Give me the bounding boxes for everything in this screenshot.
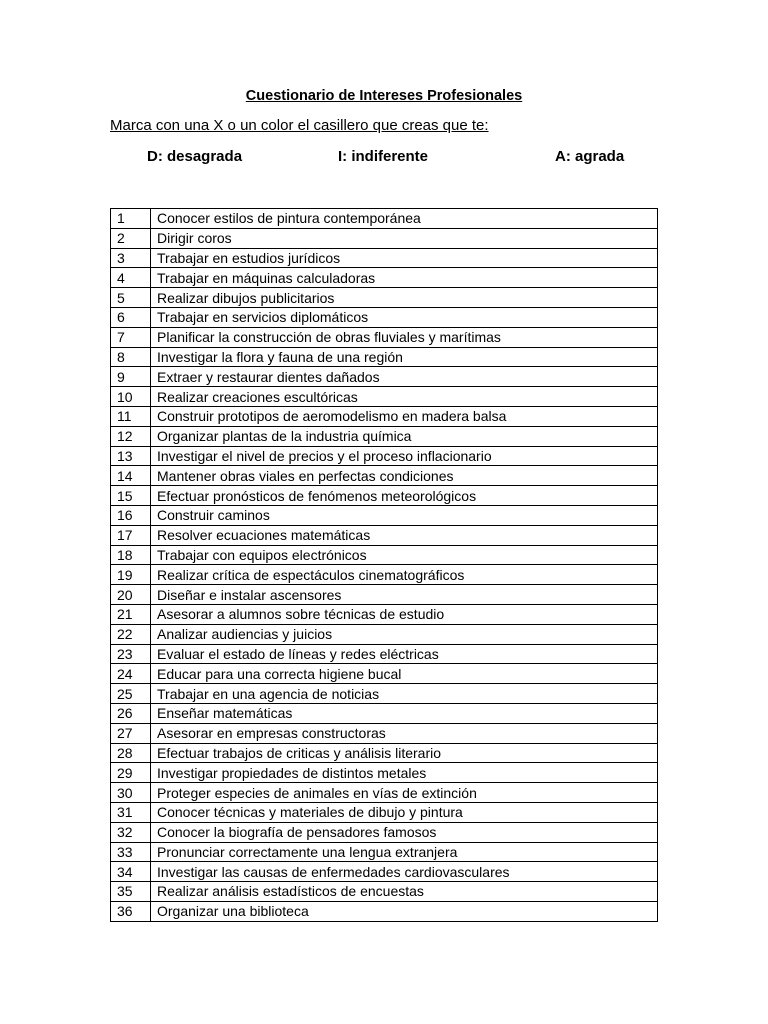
item-activity: Asesorar en empresas constructoras xyxy=(151,723,658,743)
table-row xyxy=(111,585,658,605)
item-activity: Conocer la biografía de pensadores famosos xyxy=(151,822,658,842)
item-number: 31 xyxy=(111,802,151,822)
table-row xyxy=(111,763,658,783)
item-activity: Efectuar pronósticos de fenómenos meteorológicos xyxy=(151,486,658,506)
item-number: 16 xyxy=(111,505,151,525)
legend-agrada: A: agrada xyxy=(555,148,625,165)
table-row xyxy=(111,525,658,545)
item-number: 17 xyxy=(111,525,151,545)
item-activity: Mantener obras viales en perfectas condiciones xyxy=(151,466,658,486)
item-number: 22 xyxy=(111,624,151,644)
item-activity: Evaluar el estado de líneas y redes eléctricas xyxy=(151,644,658,664)
table-row xyxy=(111,743,658,763)
item-number: 13 xyxy=(111,446,151,466)
item-activity: Investigar las causas de enfermedades cardiovasculares xyxy=(151,862,658,882)
item-number: 27 xyxy=(111,723,151,743)
item-number: 23 xyxy=(111,644,151,664)
table-row xyxy=(111,644,658,664)
table-row xyxy=(111,406,658,426)
item-number: 10 xyxy=(111,387,151,407)
item-activity: Investigar propiedades de distintos metales xyxy=(151,763,658,783)
item-activity: Trabajar en estudios jurídicos xyxy=(151,248,658,268)
table-row xyxy=(111,545,658,565)
item-activity: Proteger especies de animales en vías de extinción xyxy=(151,783,658,803)
item-activity: Extraer y restaurar dientes dañados xyxy=(151,367,658,387)
legend-indiferente: I: indiferente xyxy=(338,148,429,165)
item-number: 34 xyxy=(111,862,151,882)
table-row xyxy=(111,307,658,327)
table-row xyxy=(111,387,658,407)
item-number: 1 xyxy=(111,209,151,229)
table-row xyxy=(111,664,658,684)
item-number: 24 xyxy=(111,664,151,684)
item-activity: Realizar dibujos publicitarios xyxy=(151,288,658,308)
item-activity: Organizar plantas de la industria química xyxy=(151,426,658,446)
item-number: 12 xyxy=(111,426,151,446)
questionnaire-table-body xyxy=(111,209,658,922)
item-number: 6 xyxy=(111,307,151,327)
item-number: 20 xyxy=(111,585,151,605)
item-number: 2 xyxy=(111,228,151,248)
item-activity: Construir caminos xyxy=(151,505,658,525)
item-activity: Realizar crítica de espectáculos cinematográficos xyxy=(151,565,658,585)
table-row xyxy=(111,446,658,466)
table-row xyxy=(111,802,658,822)
item-activity: Realizar creaciones escultóricas xyxy=(151,387,658,407)
table-row xyxy=(111,624,658,644)
item-activity: Conocer estilos de pintura contemporánea xyxy=(151,209,658,229)
item-activity: Dirigir coros xyxy=(151,228,658,248)
table-row xyxy=(111,604,658,624)
item-activity: Realizar análisis estadísticos de encuestas xyxy=(151,882,658,902)
item-number: 29 xyxy=(111,763,151,783)
item-number: 14 xyxy=(111,466,151,486)
item-number: 25 xyxy=(111,684,151,704)
item-number: 35 xyxy=(111,882,151,902)
table-row xyxy=(111,723,658,743)
item-number: 19 xyxy=(111,565,151,585)
instruction-text: Marca con una X o un color el casillero que creas que te: xyxy=(110,117,489,134)
item-number: 15 xyxy=(111,486,151,506)
item-number: 30 xyxy=(111,783,151,803)
item-activity: Conocer técnicas y materiales de dibujo y pintura xyxy=(151,802,658,822)
item-activity: Resolver ecuaciones matemáticas xyxy=(151,525,658,545)
table-row xyxy=(111,822,658,842)
item-activity: Construir prototipos de aeromodelismo en madera balsa xyxy=(151,406,658,426)
item-number: 26 xyxy=(111,703,151,723)
table-row xyxy=(111,268,658,288)
table-row xyxy=(111,882,658,902)
item-number: 21 xyxy=(111,604,151,624)
item-number: 28 xyxy=(111,743,151,763)
item-number: 8 xyxy=(111,347,151,367)
table-row xyxy=(111,901,658,921)
item-activity: Trabajar en una agencia de noticias xyxy=(151,684,658,704)
item-number: 33 xyxy=(111,842,151,862)
table-row xyxy=(111,565,658,585)
item-activity: Diseñar e instalar ascensores xyxy=(151,585,658,605)
item-number: 36 xyxy=(111,901,151,921)
item-activity: Analizar audiencias y juicios xyxy=(151,624,658,644)
item-number: 11 xyxy=(111,406,151,426)
table-row xyxy=(111,327,658,347)
legend-desagrada: D: desagrada xyxy=(147,148,243,165)
item-number: 9 xyxy=(111,367,151,387)
table-row xyxy=(111,347,658,367)
table-row xyxy=(111,248,658,268)
table-row xyxy=(111,288,658,308)
item-number: 7 xyxy=(111,327,151,347)
table-row xyxy=(111,505,658,525)
questionnaire-table xyxy=(110,208,658,922)
table-row xyxy=(111,783,658,803)
table-row xyxy=(111,862,658,882)
item-activity: Investigar la flora y fauna de una región xyxy=(151,347,658,367)
item-activity: Organizar una biblioteca xyxy=(151,901,658,921)
item-activity: Trabajar en máquinas calculadoras xyxy=(151,268,658,288)
table-row xyxy=(111,426,658,446)
item-number: 4 xyxy=(111,268,151,288)
page-title: Cuestionario de Intereses Profesionales xyxy=(245,88,523,104)
item-activity: Investigar el nivel de precios y el proceso inflacionario xyxy=(151,446,658,466)
table-row xyxy=(111,486,658,506)
item-activity: Educar para una correcta higiene bucal xyxy=(151,664,658,684)
item-activity: Enseñar matemáticas xyxy=(151,703,658,723)
item-activity: Trabajar con equipos electrónicos xyxy=(151,545,658,565)
item-number: 18 xyxy=(111,545,151,565)
item-activity: Pronunciar correctamente una lengua extranjera xyxy=(151,842,658,862)
table-row xyxy=(111,209,658,229)
table-row xyxy=(111,228,658,248)
item-number: 32 xyxy=(111,822,151,842)
table-row xyxy=(111,703,658,723)
item-number: 5 xyxy=(111,288,151,308)
item-activity: Planificar la construcción de obras fluviales y marítimas xyxy=(151,327,658,347)
item-activity: Efectuar trabajos de criticas y análisis literario xyxy=(151,743,658,763)
table-row xyxy=(111,842,658,862)
table-row xyxy=(111,466,658,486)
item-activity: Asesorar a alumnos sobre técnicas de estudio xyxy=(151,604,658,624)
table-row xyxy=(111,367,658,387)
table-row xyxy=(111,684,658,704)
item-activity: Trabajar en servicios diplomáticos xyxy=(151,307,658,327)
item-number: 3 xyxy=(111,248,151,268)
